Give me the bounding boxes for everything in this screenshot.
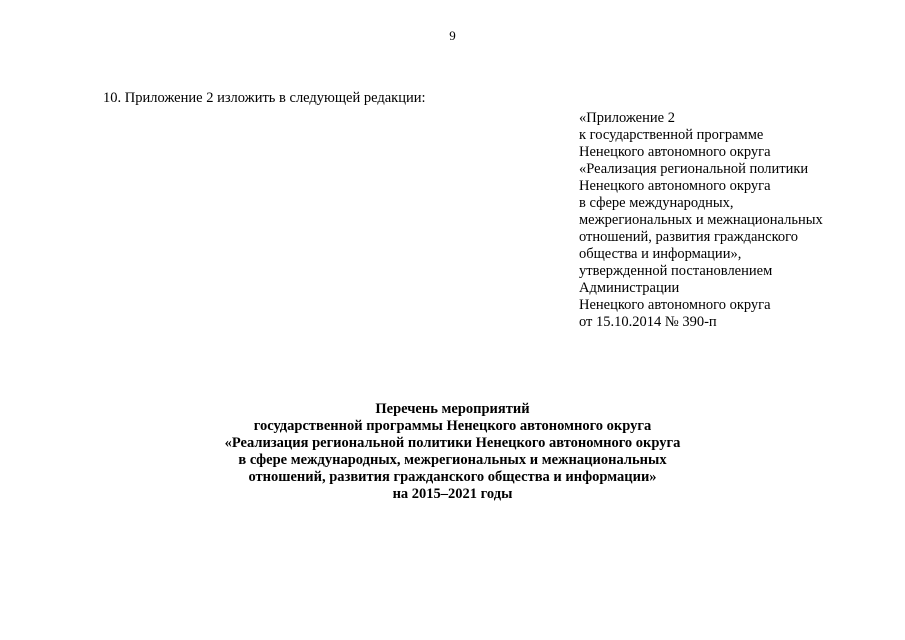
appendix-line: в сфере международных, [579,195,734,211]
title-line: «Реализация региональной политики Ненецкого автономного округа [224,435,681,451]
appendix-line: отношений, развития гражданского [579,229,799,245]
appendix-line: к государственной программе [579,127,764,143]
title-line: на 2015–2021 годы [392,486,513,502]
appendix-line: «Реализация региональной политики [579,161,809,177]
appendix-line: Администрации [579,280,680,296]
title-line: отношений, развития гражданского общества и информации» [248,469,657,485]
title-line: государственной программы Ненецкого автономного округа [253,418,652,434]
appendix-line: от 15.10.2014 № 390-п [579,314,717,330]
page-number: 9 [449,28,456,43]
appendix-line: Ненецкого автономного округа [579,144,771,160]
title-line: в сфере международных, межрегиональных и межнациональных [238,452,667,468]
appendix-line: общества и информации», [579,246,742,262]
amendment-paragraph: 10. Приложение 2 изложить в следующей редакции: [103,90,426,106]
appendix-line: межрегиональных и межнациональных [579,212,823,228]
appendix-header-block [579,110,823,331]
appendix-line: Ненецкого автономного округа [579,297,771,313]
title-line: Перечень мероприятий [375,401,530,417]
appendix-line: «Приложение 2 [579,110,675,126]
appendix-line: утвержденной постановлением [579,263,773,279]
appendix-line: Ненецкого автономного округа [579,178,771,194]
document-title [0,401,905,503]
